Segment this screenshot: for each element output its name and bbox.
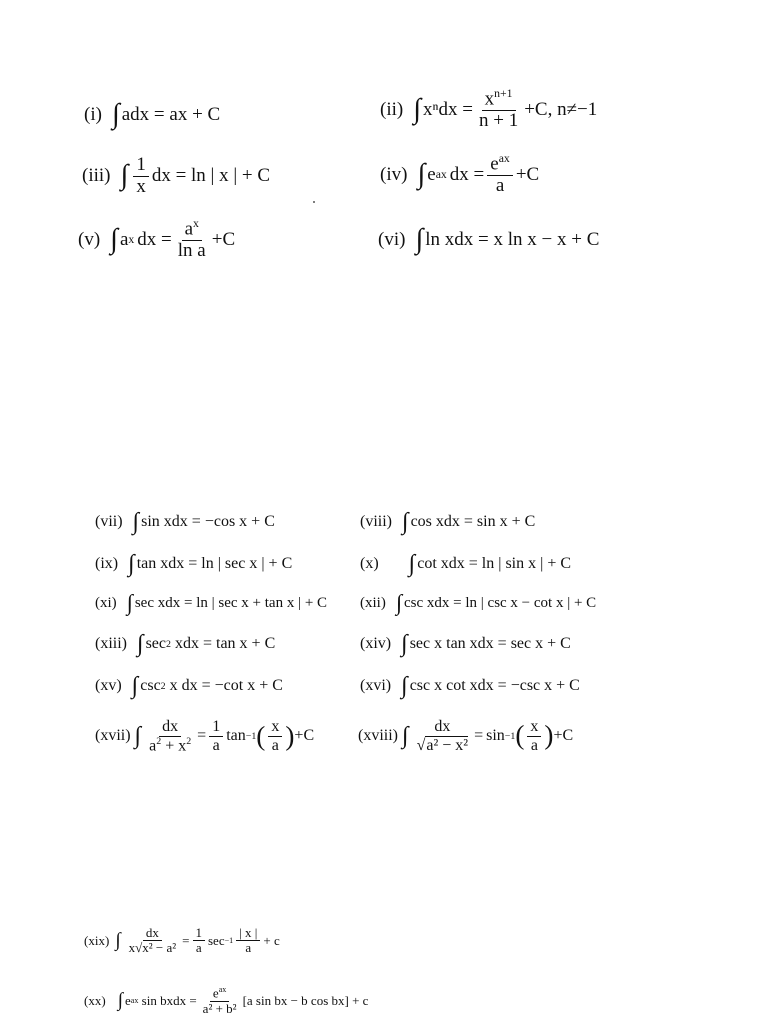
numerator: 1 <box>209 718 223 737</box>
numerator: x <box>484 88 495 110</box>
formula-v <box>78 218 235 262</box>
integral-sign: ∫ <box>111 99 120 130</box>
fraction <box>414 718 472 754</box>
numerator: e <box>490 153 499 175</box>
label-xx: (xx) <box>84 992 106 1008</box>
function-name: sec <box>208 932 225 948</box>
formula-xix <box>84 926 280 956</box>
label-iii: (iii) <box>82 165 111 187</box>
equals: = <box>197 727 207 745</box>
label-vi: (vi) <box>378 229 406 251</box>
fraction <box>236 926 260 956</box>
label-xvi: (xvi) <box>360 677 392 694</box>
exponent: ax <box>218 985 227 994</box>
function-name: sin <box>486 727 505 745</box>
equals: = <box>474 727 484 745</box>
denominator: a <box>530 736 538 754</box>
numerator: | x | <box>236 926 260 941</box>
integral-sign: ∫ <box>402 509 409 535</box>
denominator: x <box>136 175 146 197</box>
formula-body: adx = ax + C <box>121 104 221 126</box>
left-paren: ( <box>515 720 525 751</box>
integral-sign: ∫ <box>117 990 124 1012</box>
integral-sign: ∫ <box>408 551 416 577</box>
formula-right: +C, n≠−1 <box>524 99 598 121</box>
integral-sign: ∫ <box>120 160 129 192</box>
fraction <box>200 986 240 1016</box>
numerator: dx <box>159 718 181 737</box>
exponent: ax <box>435 168 447 182</box>
label-viii: (viii) <box>360 513 392 530</box>
label-xi: (xi) <box>95 594 117 611</box>
formula-xvi <box>360 674 580 698</box>
integral-sign: ∫ <box>126 590 133 615</box>
integral-sign: ∫ <box>110 223 118 255</box>
exponent: −1 <box>245 730 257 742</box>
integral-sign: ∫ <box>413 93 422 125</box>
formula-iv <box>380 153 539 197</box>
formula-right: +C <box>294 727 315 745</box>
formula-body: ln xdx = x ln x − x + C <box>425 229 600 251</box>
fraction <box>193 926 206 956</box>
fraction <box>487 153 513 197</box>
label-xiii: (xiii) <box>95 635 127 652</box>
integral-sign: ∫ <box>417 158 426 190</box>
numerator: dx <box>143 926 162 941</box>
formula-left: dx = <box>137 229 172 251</box>
denominator: $a^2 + x^2$ <box>149 735 192 754</box>
formula-viii <box>360 510 535 534</box>
formula-right: dx = ln | x | + C <box>151 165 271 187</box>
formula-right: + c <box>263 932 280 948</box>
denominator: x√x² − a² <box>128 940 177 956</box>
formula-right: xdx = tan x + C <box>170 635 276 652</box>
numerator: 1 <box>133 155 149 177</box>
label-i: (i) <box>84 104 102 126</box>
numerator: x <box>268 718 282 737</box>
formula-right: +C <box>553 727 574 745</box>
formula-i <box>84 101 220 130</box>
formula-body: sec x tan xdx = sec x + C <box>409 635 571 652</box>
formula-right: +C <box>515 164 540 186</box>
integral-sign: ∫ <box>401 673 408 699</box>
integral-sign: ∫ <box>401 631 408 657</box>
formula-xiii <box>95 632 275 656</box>
formula-xvii <box>95 718 314 755</box>
denominator: a <box>245 940 252 956</box>
integral-sign: ∫ <box>402 723 409 750</box>
integral-sign: ∫ <box>134 723 142 750</box>
label-iv: (iv) <box>380 164 408 186</box>
label-ii: (ii) <box>380 99 404 121</box>
exponent: 2 <box>166 638 171 650</box>
formula-vii <box>95 510 275 534</box>
right-paren: ) <box>544 720 554 751</box>
numerator: e <box>212 985 219 1001</box>
formula-xi <box>95 592 327 615</box>
formula-body: sec xdx = ln | sec x + tan x | + C <box>134 594 328 611</box>
formula-left: dx = <box>449 164 485 186</box>
formula-iii <box>82 155 270 198</box>
formula-xiv <box>360 632 571 656</box>
function-name: tan <box>226 727 246 745</box>
equals: = <box>182 932 190 948</box>
right-paren: ) <box>285 720 295 751</box>
formula-xx <box>84 986 368 1016</box>
denominator: a² + b² <box>202 1000 237 1016</box>
integral-sign: ∫ <box>137 631 144 657</box>
numerator: a <box>184 218 194 240</box>
denominator: ln a <box>177 240 206 262</box>
formula-body: csc x cot xdx = −csc x + C <box>409 677 580 694</box>
denominator: a <box>212 736 220 754</box>
fraction <box>146 718 194 755</box>
formula-body: sin xdx = −cos x + C <box>141 513 275 530</box>
denominator: a <box>195 940 202 956</box>
formula-right: +C <box>211 229 236 251</box>
integrand: a <box>119 229 129 251</box>
fraction <box>527 718 541 754</box>
formula-body: cot xdx = ln | sin x | + C <box>417 555 572 572</box>
label-ix: (ix) <box>95 555 119 572</box>
left-paren: ( <box>256 720 266 751</box>
numerator: x <box>527 718 541 737</box>
exponent: −1 <box>224 936 234 946</box>
fraction <box>268 718 282 754</box>
formula-body: cos xdx = sin x + C <box>410 513 536 530</box>
integral-sign: ∫ <box>132 509 140 535</box>
denominator: √a² − x² <box>416 736 469 754</box>
formula-left: sin bxdx = <box>138 992 197 1008</box>
exponent: ax <box>498 152 510 165</box>
label-xviii: (xviii) <box>358 727 398 745</box>
exponent: ax <box>130 996 139 1006</box>
numerator: dx <box>431 718 453 737</box>
fraction <box>476 88 521 132</box>
label-xii: (xii) <box>360 594 386 611</box>
integrand: e <box>427 164 436 186</box>
label-xv: (xv) <box>95 677 122 694</box>
numerator: 1 <box>193 926 206 941</box>
formula-ix <box>95 552 292 576</box>
formula-body: tan xdx = ln | sec x | + C <box>136 555 293 572</box>
exponent: −1 <box>504 730 516 742</box>
fraction <box>133 155 149 198</box>
integrand: e <box>125 992 131 1008</box>
formula-xv <box>95 674 283 698</box>
stray-dot <box>313 201 315 203</box>
fraction <box>209 718 223 754</box>
formula-x <box>360 552 571 576</box>
label-vii: (vii) <box>95 513 123 530</box>
integral-sign: ∫ <box>131 673 139 699</box>
integral-sign: ∫ <box>115 930 121 952</box>
formula-left: xⁿdx = <box>423 99 473 121</box>
formula-right: x dx = −cot x + C <box>165 677 283 694</box>
denominator: n + 1 <box>478 110 519 132</box>
function-name: sec <box>145 635 167 652</box>
integral-sign: ∫ <box>128 551 135 577</box>
exponent: n+1 <box>494 87 513 100</box>
denominator: a <box>271 736 279 754</box>
function-name: csc <box>140 677 161 694</box>
formula-vi <box>378 226 599 255</box>
exponent: x <box>193 217 199 230</box>
integral-sign: ∫ <box>415 224 424 255</box>
exponent: 2 <box>160 680 166 692</box>
formula-ii <box>380 88 597 132</box>
label-x: (x) <box>360 555 379 572</box>
formula-body: csc xdx = ln | csc x − cot x | + C <box>404 594 597 611</box>
fraction <box>175 218 209 262</box>
formula-xviii <box>358 718 573 754</box>
exponent: x <box>128 233 135 247</box>
label-v: (v) <box>78 229 101 251</box>
label-xiv: (xiv) <box>360 635 392 652</box>
label-xix: (xix) <box>84 932 110 948</box>
denominator: a <box>495 175 505 197</box>
formula-right: [a sin bx − b cos bx] + c <box>242 992 369 1008</box>
formula-xii <box>360 592 596 615</box>
fraction <box>126 926 180 956</box>
integral-sign: ∫ <box>395 590 402 615</box>
label-xvii: (xvii) <box>95 727 131 745</box>
